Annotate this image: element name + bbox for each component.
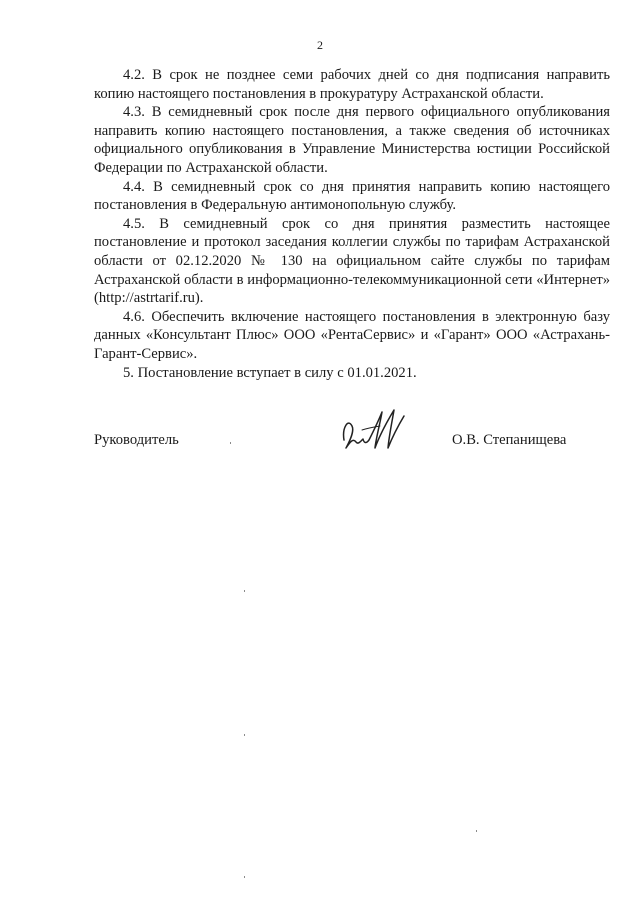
scan-speck xyxy=(476,830,477,832)
page-number: 2 xyxy=(317,38,323,52)
handwritten-signature xyxy=(338,404,410,454)
paragraph-4-2: 4.2. В срок не позднее семи рабочих дней со дня подписания направить копию настоящего постановления в прокуратуру Астраханской области. xyxy=(94,67,610,102)
document-body xyxy=(94,66,610,382)
scan-speck xyxy=(230,442,231,444)
paragraph-4-5: 4.5. В семидневный срок со дня принятия разместить настоящее постановление и протокол заседания коллегии службы по тарифам Астраханской области от 02.12.2020 № 130 на официальном сайте службы по тарифам Астраханской области в информационно-телекоммуникационной сети «Интернет» (http://astrtarif.ru). xyxy=(94,215,610,307)
paragraph-4-6: 4.6. Обеспечить включение настоящего постановления в электронную базу данных «Консультант Плюс» ООО «РентаСервис» и «Гарант» ООО «Астрахань-Гарант-Сервис». xyxy=(94,308,610,362)
scan-speck xyxy=(244,590,245,592)
signatory-name: О.В. Степанищева xyxy=(452,432,567,448)
paragraph-4-4: 4.4. В семидневный срок со дня принятия направить копию настоящего постановления в Федеральную антимонопольную службу. xyxy=(94,178,610,214)
scan-speck xyxy=(244,734,245,736)
scan-speck xyxy=(244,876,245,878)
paragraph-5: 5. Постановление вступает в силу с 01.01.2021. xyxy=(123,364,417,381)
paragraph-4-3: 4.3. В семидневный срок после дня первого официального опубликования направить копию настоящего постановления, а также сведения об источниках официального опубликования в Управление Министерства юстиции Российской Федерации по Астраханской области. xyxy=(94,104,610,176)
signatory-role: Руководитель xyxy=(94,432,179,448)
